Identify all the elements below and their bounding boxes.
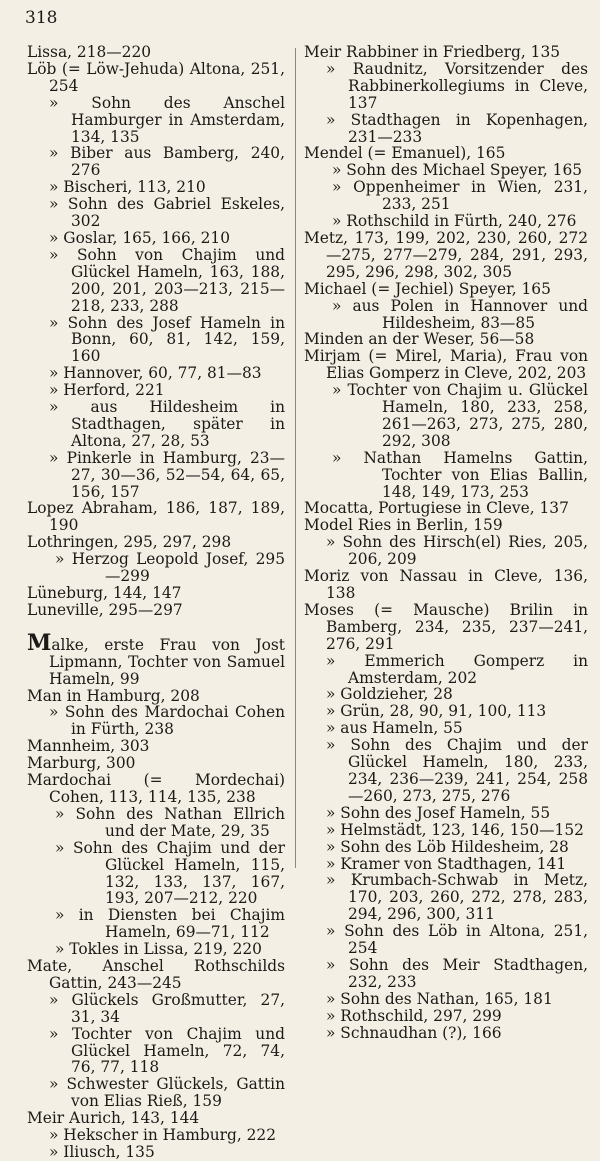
index-subentry: » Schwester Glückels, Gattin von Elias Rieß, 159 <box>49 1075 285 1111</box>
index-subentry: » Schnaudhan (?), 166 <box>326 1023 502 1042</box>
index-subentry: » Biber aus Bamberg, 240, 276 <box>49 144 285 180</box>
index-subentry: » Nathan Hamelns Gattin, Tochter von Elias Ballin, 148, 149, 173, 253 <box>332 448 588 501</box>
index-subentry: » Goldzieher, 28 <box>326 685 453 704</box>
index-entry: Mannheim, 303 <box>27 737 150 756</box>
index-subentry: » Sohn des Meir Stadthagen, 232, 233 <box>326 955 588 991</box>
index-entry: Mendel (= Emanuel), 165 <box>304 144 506 163</box>
index-subentry: » Sohn des Löb in Altona, 251, 254 <box>326 922 588 958</box>
index-subentry: » Sohn des Michael Speyer, 165 <box>332 161 583 180</box>
index-entry: Lissa, 218—220 <box>27 43 152 61</box>
index-subentry: » Raudnitz, Vorsitzender des Rabbinerkollegiums in Cleve, 137 <box>326 59 588 112</box>
section-gap <box>27 619 285 636</box>
index-subentry: » Herzog Leopold Josef, 295—299 <box>55 550 285 586</box>
index-entry: Minden an der Weser, 56—58 <box>304 330 535 349</box>
page-number: 318 <box>25 8 58 28</box>
index-subentry: » Iliusch, 135 <box>49 1143 155 1161</box>
index-entry: Lüneburg, 144, 147 <box>27 584 182 602</box>
index-subentry: » Sohn des Josef Hameln in Bonn, 60, 81, 142, 159, 160 <box>49 313 285 366</box>
index-entry: Man in Hamburg, 208 <box>27 686 200 705</box>
index-subentry: » Rothschild in Fürth, 240, 276 <box>332 212 577 231</box>
index-subentry: » Sohn des Chajim und der Glückel Hameln, 115, 132, 133, 137, 167, 193, 207—212, 220 <box>55 838 285 908</box>
index-subentry: » Sohn des Löb Hildesheim, 28 <box>326 837 569 856</box>
index-subentry: » aus Polen in Hannover und Hildesheim, 83—85 <box>332 296 588 332</box>
index-subentry: » Sohn von Chajim und Glückel Hameln, 163, 188, 200, 201, 203—213, 215—218, 233, 288 <box>49 245 285 315</box>
index-entry: Model Ries in Berlin, 159 <box>304 516 503 535</box>
index-subentry: » Pinkerle in Hamburg, 23—27, 30—36, 52—54, 64, 65, 156, 157 <box>49 448 285 501</box>
index-entry-section-start <box>27 629 285 688</box>
index-subentry: » Rothschild, 297, 299 <box>326 1006 502 1025</box>
index-entry: Marburg, 300 <box>27 754 136 773</box>
index-subentry: » in Diensten bei Chajim Hameln, 69—71, 112 <box>55 906 285 942</box>
section-initial: M <box>27 629 52 656</box>
index-entry: Luneville, 295—297 <box>27 600 183 619</box>
index-subentry: » Sohn des Chajim und der Glückel Hameln, 180, 233, 234, 236—239, 241, 254, 258—260, 273, 275, 276 <box>326 736 588 805</box>
index-subentry: » Stadthagen in Kopenhagen, 231—233 <box>326 110 588 146</box>
index-entry: Mardochai (= Mordechai) Cohen, 113, 114, 135, 238 <box>27 771 285 806</box>
index-subentry: » Goslar, 165, 166, 210 <box>49 228 231 247</box>
index-entry: Mirjam (= Mirel, Maria), Frau von Elias Gomperz in Cleve, 202, 203 <box>304 347 588 383</box>
index-subentry: » Sohn des Josef Hameln, 55 <box>326 803 551 822</box>
index-entry: Moses (= Mausche) Brilin in Bamberg, 234, 235, 237—241, 276, 291 <box>304 600 588 653</box>
index-subentry: » Sohn des Nathan Ellrich und der Mate, 29, 35 <box>55 804 285 840</box>
index-subentry: » Tokles in Lissa, 219, 220 <box>55 940 262 959</box>
index-subentry: » Sohn des Nathan, 165, 181 <box>326 989 553 1008</box>
index-subentry: » Sohn des Hirsch(el) Ries, 205, 206, 209 <box>326 533 588 569</box>
index-subentry: » Bischeri, 113, 210 <box>49 178 206 197</box>
index-subentry: » Oppenheimer in Wien, 231, 233, 251 <box>332 178 588 214</box>
index-subentry: » Krumbach-Schwab in Metz, 170, 203, 260, 272, 278, 283, 294, 296, 300, 311 <box>326 871 588 924</box>
index-subentry: » Sohn des Mardochai Cohen in Fürth, 238 <box>49 703 285 739</box>
index-entry: Metz, 173, 199, 202, 230, 260, 272—275, 277—279, 284, 291, 293, 295, 296, 298, 302, 305 <box>304 228 588 281</box>
index-entry: Michael (= Jechiel) Speyer, 165 <box>304 279 551 298</box>
index-entry: Mate, Anschel Rothschilds Gattin, 243—245 <box>27 957 285 992</box>
index-entry: Lopez Abraham, 186, 187, 189, 190 <box>27 499 285 535</box>
index-subentry: » Tochter von Chajim u. Glückel Hameln, 180, 233, 258, 261—263, 273, 275, 280, 292, 308 <box>332 381 588 450</box>
index-subentry: » Kramer von Stadthagen, 141 <box>326 854 567 873</box>
index-entry-text: alke, erste Frau von Jost Lipmann, Tochter von Samuel Hameln, 99 <box>49 635 285 688</box>
index-subentry: » Hannover, 60, 77, 81—83 <box>49 364 262 383</box>
index-subentry: » Hekscher in Hamburg, 222 <box>49 1126 277 1145</box>
index-subentry: » Helmstädt, 123, 146, 150—152 <box>326 820 584 839</box>
index-subentry: » Tochter von Chajim und Glückel Hameln, 72, 74, 76, 77, 118 <box>49 1024 285 1077</box>
index-entry: Löb (= Löw-Jehuda) Altona, 251, 254 <box>27 59 285 95</box>
index-subentry: » aus Hildesheim in Stadthagen, später in Altona, 27, 28, 53 <box>49 398 285 450</box>
index-entry: Moriz von Nassau in Cleve, 136, 138 <box>304 567 588 602</box>
index-entry: Mocatta, Portugiese in Cleve, 137 <box>304 499 569 518</box>
index-entry: Meir Aurich, 143, 144 <box>27 1109 200 1128</box>
index-subentry: » Sohn des Gabriel Eskeles, 302 <box>49 195 285 231</box>
column-divider <box>295 48 296 868</box>
index-subentry: » Grün, 28, 90, 91, 100, 113 <box>326 702 547 721</box>
index-column-right <box>304 44 588 1041</box>
index-subentry: » Sohn des Anschel Hamburger in Amsterdam, 134, 135 <box>49 93 285 146</box>
index-subentry: » aus Hameln, 55 <box>326 719 463 738</box>
index-subentry: » Herford, 221 <box>49 381 165 400</box>
index-entry: Meir Rabbiner in Friedberg, 135 <box>304 43 561 61</box>
index-entry: Lothringen, 295, 297, 298 <box>27 533 232 552</box>
index-subentry: » Emmerich Gomperz in Amsterdam, 202 <box>326 651 588 687</box>
index-subentry: » Glückels Großmutter, 27, 31, 34 <box>49 990 285 1026</box>
index-column-left <box>27 44 285 1161</box>
